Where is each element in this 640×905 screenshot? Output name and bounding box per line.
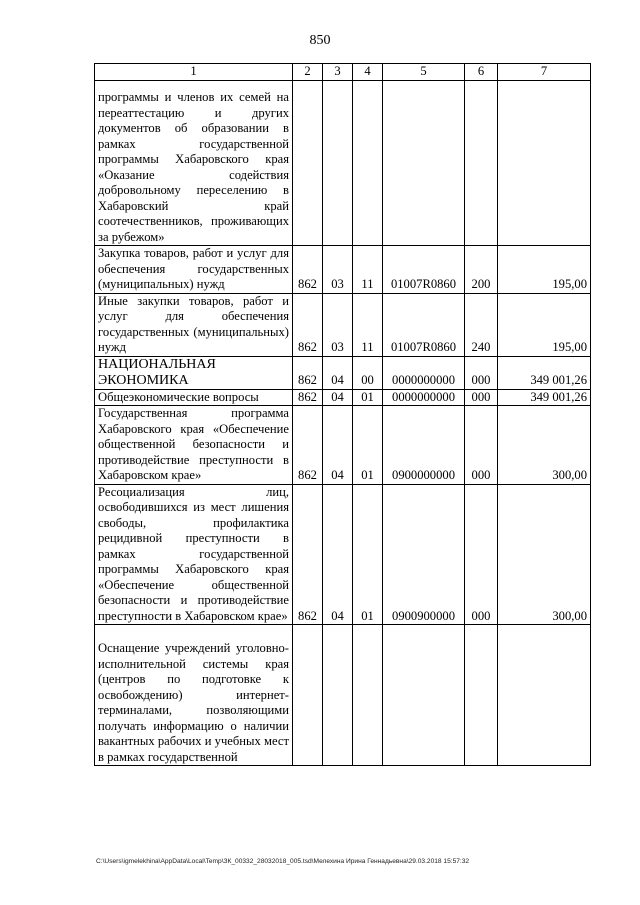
- row-description: Ресоциализация лиц, освободившихся из мест лишения свободы, профилактика рецидивной преступности в рамках государственной программы Хабаровского края «Обеспечение общественной безопасности и противодействие преступности в Хабаровском крае»: [95, 484, 293, 625]
- row-vr: 000: [465, 356, 498, 389]
- page-number: 850: [309, 33, 331, 48]
- table-row: [95, 81, 591, 246]
- header-col-4: 4: [353, 64, 383, 81]
- row-grbs: 862: [293, 406, 323, 485]
- row-rz: 04: [323, 356, 353, 389]
- row-sum: [498, 625, 591, 766]
- table-row: [95, 406, 591, 485]
- row-rz: 04: [323, 406, 353, 485]
- header-col-1: 1: [95, 64, 293, 81]
- row-rz: 03: [323, 246, 353, 294]
- row-sum: 349 001,26: [498, 389, 591, 406]
- row-sum: [498, 81, 591, 246]
- row-vr: 240: [465, 293, 498, 356]
- row-sum: 300,00: [498, 484, 591, 625]
- row-vr: 200: [465, 246, 498, 294]
- row-csr: 01007R0860: [383, 293, 465, 356]
- row-description: Государственная программа Хабаровского края «Обеспечение общественной безопасности и противодействие преступности в Хабаровском крае»: [95, 406, 293, 485]
- table-row: [95, 246, 591, 294]
- row-vr: 000: [465, 406, 498, 485]
- table-row: [95, 625, 591, 766]
- row-pr: 11: [353, 293, 383, 356]
- header-col-3: 3: [323, 64, 353, 81]
- file-path-footer: C:\Users\igmelekhina\AppData\Local\Temp\ЗК_00332_28032018_005.tsd\Мелехина Ирина Геннадьевна\29.03.2018 15:57:32: [96, 858, 470, 865]
- row-description: Закупка товаров, работ и услуг для обеспечения государственных (муниципальных) нужд: [95, 246, 293, 294]
- row-csr: 0900000000: [383, 406, 465, 485]
- header-col-2: 2: [293, 64, 323, 81]
- row-description: программы и членов их семей на переаттестацию и других документов об образовании в рамках государственной программы Хабаровского края «Оказание содействия добровольному переселению в Хабаровский край соотечественников, проживающих за рубежом»: [95, 81, 293, 246]
- table-row: [95, 356, 591, 389]
- row-rz: 04: [323, 484, 353, 625]
- table-row: [95, 293, 591, 356]
- header-col-5: 5: [383, 64, 465, 81]
- row-grbs: 862: [293, 389, 323, 406]
- row-pr: 00: [353, 356, 383, 389]
- row-vr: 000: [465, 389, 498, 406]
- row-rz: [323, 625, 353, 766]
- row-pr: 01: [353, 389, 383, 406]
- row-grbs: [293, 81, 323, 246]
- row-grbs: 862: [293, 246, 323, 294]
- row-description: Оснащение учреждений уголовно-исполнительной системы края (центров по подготовке к освобождению) интернет-терминалами, позволяющими получать информацию о наличии вакантных рабочих и учебных мест в рамках государственной: [95, 625, 293, 766]
- row-csr: [383, 81, 465, 246]
- row-pr: [353, 81, 383, 246]
- row-sum: 300,00: [498, 406, 591, 485]
- table-row: [95, 484, 591, 625]
- row-csr: 0900900000: [383, 484, 465, 625]
- row-description: Общеэкономические вопросы: [95, 389, 293, 406]
- budget-table: [94, 63, 591, 766]
- row-sum: 349 001,26: [498, 356, 591, 389]
- row-grbs: [293, 625, 323, 766]
- row-vr: 000: [465, 484, 498, 625]
- row-csr: 01007R0860: [383, 246, 465, 294]
- row-description: Иные закупки товаров, работ и услуг для обеспечения государственных (муниципальных) нужд: [95, 293, 293, 356]
- row-sum: 195,00: [498, 246, 591, 294]
- header-col-6: 6: [465, 64, 498, 81]
- row-pr: 01: [353, 484, 383, 625]
- row-sum: 195,00: [498, 293, 591, 356]
- row-rz: [323, 81, 353, 246]
- row-vr: [465, 81, 498, 246]
- row-rz: 03: [323, 293, 353, 356]
- row-vr: [465, 625, 498, 766]
- header-col-7: 7: [498, 64, 591, 81]
- table-header-row: [95, 64, 591, 81]
- row-csr: 0000000000: [383, 389, 465, 406]
- row-pr: [353, 625, 383, 766]
- row-description: НАЦИОНАЛЬНАЯ ЭКОНОМИКА: [95, 356, 293, 389]
- row-pr: 01: [353, 406, 383, 485]
- row-csr: [383, 625, 465, 766]
- row-grbs: 862: [293, 293, 323, 356]
- table-row: [95, 389, 591, 406]
- row-grbs: 862: [293, 484, 323, 625]
- row-pr: 11: [353, 246, 383, 294]
- row-csr: 0000000000: [383, 356, 465, 389]
- row-rz: 04: [323, 389, 353, 406]
- row-grbs: 862: [293, 356, 323, 389]
